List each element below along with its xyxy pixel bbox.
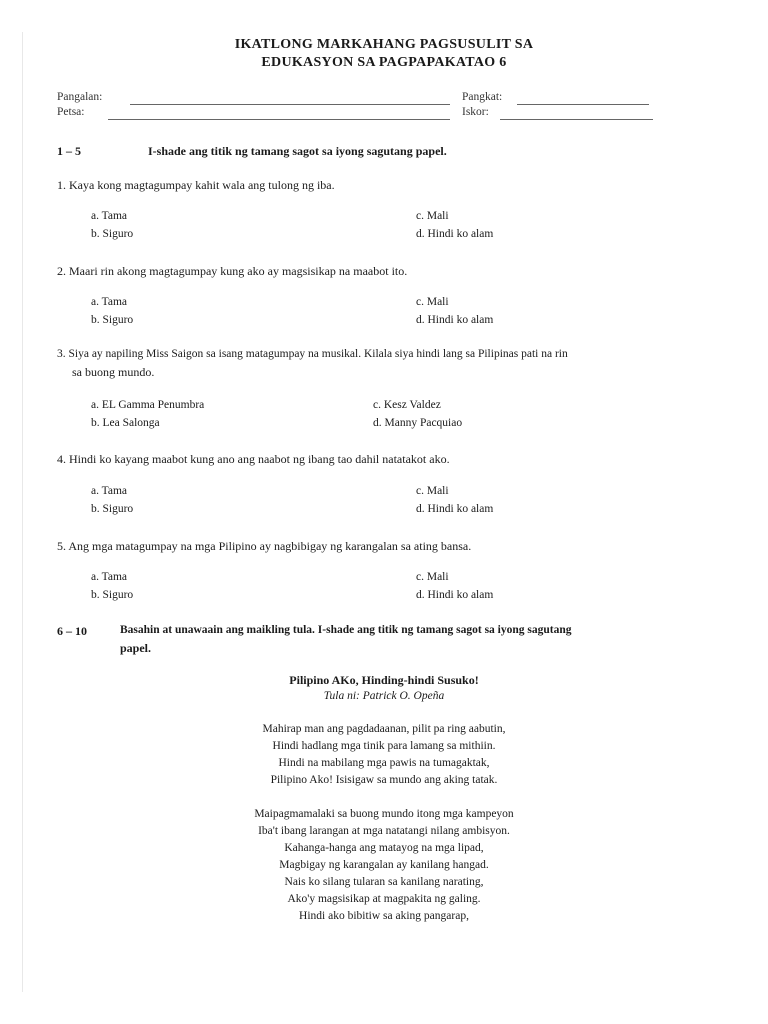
date-field[interactable]	[108, 119, 450, 120]
poem-line: Nais ko silang tularan sa kanilang narating,	[284, 876, 484, 888]
question-text: 2. Maari rin akong magtagumpay kung ako ay magsisikap na maabot ito.	[57, 264, 408, 278]
option-b[interactable]: b. Lea Salonga	[91, 417, 160, 429]
exam-title-line-2: EDUKASYON SA PAGPAPAKATAO 6	[261, 55, 507, 70]
poem-title: Pilipino AKo, Hinding-hindi Susuko!	[289, 673, 479, 687]
option-c[interactable]: c. Mali	[416, 296, 449, 308]
option-c[interactable]: c. Mali	[416, 210, 449, 222]
part2-instruction: Basahin at unawaain ang maikling tula. I-shade ang titik ng tamang sagot sa iyong sagutang	[120, 624, 572, 636]
option-a[interactable]: a. EL Gamma Penumbra	[91, 399, 205, 411]
poem-line: Mahirap man ang pagdadaanan, pilit pa ring aabutin,	[262, 723, 506, 735]
option-b[interactable]: b. Siguro	[91, 503, 134, 515]
date-label: Petsa:	[57, 106, 85, 118]
question-text: 4. Hindi ko kayang maabot kung ano ang naabot ng ibang tao dahil natatakot ako.	[57, 452, 450, 466]
option-a[interactable]: a. Tama	[91, 571, 128, 583]
poem-line: Pilipino Ako! Isisigaw sa mundo ang aking tatak.	[270, 774, 498, 786]
option-c[interactable]: c. Kesz Valdez	[373, 399, 441, 411]
name-field[interactable]	[130, 104, 450, 105]
section-label: Pangkat:	[462, 91, 503, 103]
option-d[interactable]: d. Hindi ko alam	[416, 589, 494, 601]
exam-title-line-1: IKATLONG MARKAHANG PAGSUSULIT SA	[234, 37, 534, 52]
option-b[interactable]: b. Siguro	[91, 589, 134, 601]
question-text: 5. Ang mga matagumpay na mga Pilipino ay nagbibigay ng karangalan sa ating bansa.	[57, 539, 472, 553]
part1-range: 1 – 5	[57, 144, 81, 158]
score-label: Iskor:	[462, 106, 489, 118]
poem-line: Hindi ako bibitiw sa aking pangarap,	[299, 910, 469, 922]
option-a[interactable]: a. Tama	[91, 210, 128, 222]
part1-instruction: I-shade ang titik ng tamang sagot sa iyong sagutang papel.	[148, 144, 447, 158]
part2-instruction-continued: papel.	[120, 641, 152, 655]
poem-line: Kahanga-hanga ang matayog na mga lipad,	[284, 842, 484, 854]
option-d[interactable]: d. Hindi ko alam	[416, 228, 494, 240]
poem-line: Hindi hadlang mga tinik para lamang sa mithiin.	[272, 740, 496, 752]
part2-range: 6 – 10	[57, 624, 87, 638]
option-c[interactable]: c. Mali	[416, 485, 449, 497]
option-b[interactable]: b. Siguro	[91, 314, 134, 326]
option-d[interactable]: d. Hindi ko alam	[416, 503, 494, 515]
section-field[interactable]	[517, 104, 649, 105]
option-a[interactable]: a. Tama	[91, 296, 128, 308]
option-d[interactable]: d. Hindi ko alam	[416, 314, 494, 326]
poem-line: Magbigay ng karangalan ay kanilang hangad.	[279, 859, 489, 871]
question-text-continued: sa buong mundo.	[72, 365, 155, 379]
option-b[interactable]: b. Siguro	[91, 228, 134, 240]
question-text: 1. Kaya kong magtagumpay kahit wala ang tulong ng iba.	[57, 178, 335, 192]
option-d[interactable]: d. Manny Pacquiao	[373, 417, 463, 429]
score-field[interactable]	[500, 119, 653, 120]
poem-line: Iba't ibang larangan at mga natatangi nilang ambisyon.	[258, 825, 510, 837]
poem-line: Maipagmamalaki sa buong mundo itong mga kampeyon	[254, 808, 514, 820]
poem-author: Tula ni: Patrick O. Opeña	[323, 690, 445, 702]
name-label: Pangalan:	[57, 91, 103, 103]
question-text: 3. Siya ay napiling Miss Saigon sa isang matagumpay na musikal. Kilala siya hindi lang sa Pilipinas pati na rin	[57, 348, 568, 360]
poem-line: Ako'y magsisikap at magpakita ng galing.	[287, 893, 481, 905]
option-c[interactable]: c. Mali	[416, 571, 449, 583]
option-a[interactable]: a. Tama	[91, 485, 128, 497]
poem-line: Hindi na mabilang mga pawis na tumagaktak,	[278, 757, 490, 769]
